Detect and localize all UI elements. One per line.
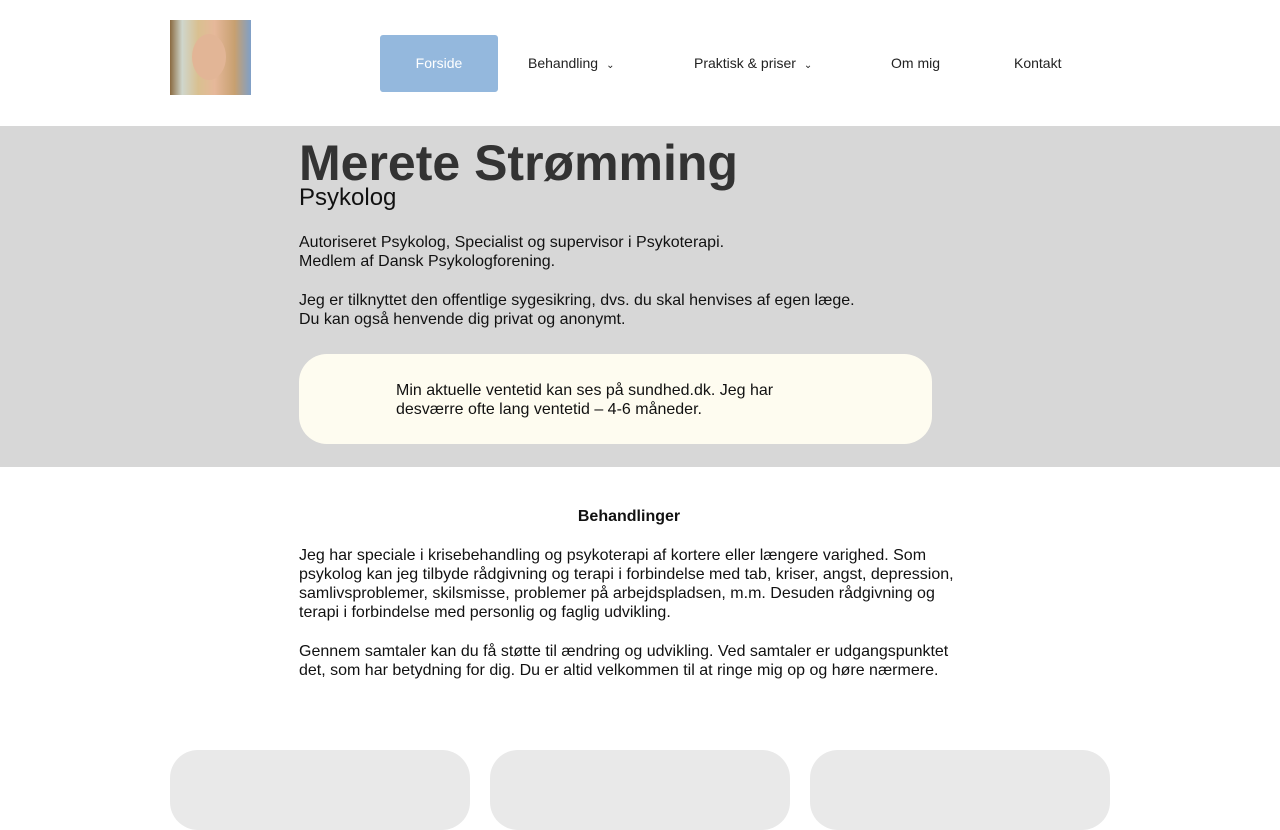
- logo-portrait[interactable]: [170, 20, 251, 95]
- page-title: Merete Strømming: [299, 135, 738, 191]
- treatments-paragraph-2: Gennem samtaler kan du få støtte til ændring og udvikling. Ved samtaler er udgangspunktet det, som har betydning for dig. Du er altid velkommen til at ringe mig op og høre nærmere.: [299, 643, 949, 679]
- section-heading: Behandlinger: [577, 508, 681, 525]
- feature-card: [810, 750, 1110, 830]
- nav-praktisk-priser[interactable]: [694, 35, 812, 92]
- nav-kontakt[interactable]: Kontakt: [1014, 55, 1062, 71]
- treatments-paragraph-1: Jeg har speciale i krisebehandling og psykoterapi af kortere eller længere varighed. Som psykolog kan jeg tilbyde rådgivning og terapi i forbindelse med tab, kriser, angst, depression, samlivsproblemer, skilsmisse, problemer på arbejdspladsen, m.m. Desuden rådgivning og terapi i forbindelse med personlig og faglig udvikling.: [299, 547, 954, 621]
- chevron-down-icon: ⌄: [606, 60, 615, 71]
- credentials-text: [299, 233, 724, 271]
- text-line: Du kan også henvende dig privat og anonymt.: [299, 311, 626, 328]
- nav-label: Praktisk & priser: [694, 55, 796, 71]
- waiting-time-notice: [299, 354, 932, 444]
- feature-card: [490, 750, 790, 830]
- page-subtitle: Psykolog: [299, 184, 397, 211]
- nav-behandling[interactable]: [528, 35, 614, 92]
- feature-card: [170, 750, 470, 830]
- nav-om-mig[interactable]: Om mig: [891, 55, 940, 71]
- hero-section: [0, 126, 1280, 467]
- text-line: Jeg er tilknyttet den offentlige sygesikring, dvs. du skal henvises af egen læge.: [299, 292, 855, 309]
- referral-text: [299, 291, 855, 329]
- site-header: [0, 0, 1280, 126]
- text-line: Medlem af Dansk Psykologforening.: [299, 253, 556, 270]
- text-line: Autoriseret Psykolog, Specialist og supervisor i Psykoterapi.: [299, 234, 725, 251]
- chevron-down-icon: ⌄: [803, 60, 813, 71]
- notice-text: Min aktuelle ventetid kan ses på sundhed.dk. Jeg har desværre ofte lang ventetid – 4-6 måneder.: [396, 382, 774, 418]
- portrait-face: [192, 34, 226, 80]
- nav-forside[interactable]: Forside: [380, 35, 498, 92]
- nav-label: Behandling: [528, 55, 599, 71]
